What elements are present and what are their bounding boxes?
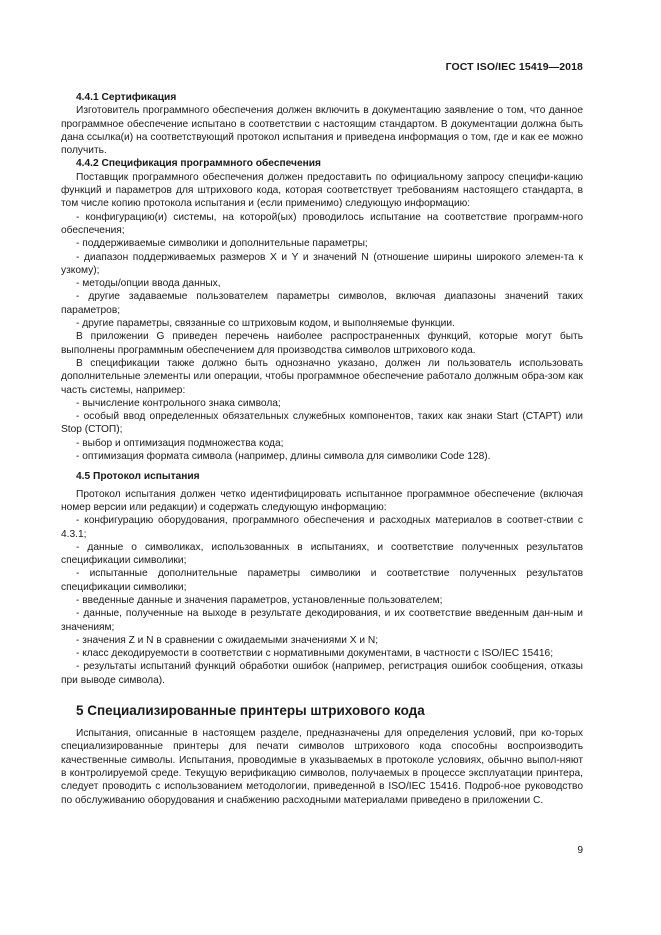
page-number: 9: [577, 845, 583, 856]
list-item: - значения Z и N в сравнении с ожидаемыми значениями X и N;: [61, 634, 583, 647]
section-heading-4-4-1: 4.4.1 Сертификация: [76, 92, 177, 103]
list-item: - оптимизация формата символа (например, длины символа для символики Code 128).: [61, 450, 583, 463]
list-item: - данные, полученные на выходе в результате декодирования, и их соответствие введенным дан-ным и значениям;: [61, 607, 583, 634]
list-item: - другие параметры, связанные со штриховым кодом, и выполняемые функции.: [61, 317, 583, 330]
standard-header: ГОСТ ISO/IEC 15419—2018: [445, 61, 583, 73]
list-item: - данные о символиках, использованных в испытаниях, и соответствие полученных результатов спецификации символики;: [61, 541, 583, 568]
list-item: - испытанные дополнительные параметры символики и соответствие полученных результатов спецификации символики;: [61, 567, 583, 594]
list-item: - выбор и оптимизация подмножества кода;: [61, 437, 583, 450]
list-item: - конфигурацию оборудования, программного обеспечения и расходных материалов в соответ-ствии с 4.3.1;: [61, 514, 583, 541]
section-heading-4-4-2: 4.4.2 Спецификация программного обеспечения: [76, 158, 321, 170]
list-item: - класс декодируемости в соответствии с нормативными документами, в частности с ISO/IEC 15416;: [61, 647, 583, 660]
list-item: - диапазон поддерживаемых размеров X и Y и значений N (отношение ширины широкого элемен-та к узкому);: [61, 251, 583, 278]
page-content: [61, 91, 583, 807]
list-item: - конфигурацию(и) системы, на которой(ых) проводилось испытание на соответствие программ-ного обеспечения;: [61, 211, 583, 238]
paragraph: В приложении G приведен перечень наиболее распространенных функций, которые могут быть выполнены программным обеспечением для производства символов штрихового кода.: [61, 331, 583, 356]
list-item: - введенные данные и значения параметров, установленные пользователем;: [61, 594, 583, 607]
section-heading-4-5: 4.5 Протокол испытания: [76, 471, 200, 483]
paragraph: Испытания, описанные в настоящем разделе, предназначены для определения условий, при ко-торых специализированные принтеры для печати символов штрихового кода способны воспроизводить качественные символы. Испытания, проводимые в указываемых в протоколе условиях, обычно выпол-няют в контролируемой среде. Текущую верификацию символов, получаемых в процессе эксплуатации принтера, следует проводить с использованием методологии, приведенной в ISO/IEC 15416. Подроб-ное руководство по обслуживанию оборудования и снабжению расходными материалами приведено в приложении C.: [61, 728, 583, 806]
list-item: - особый ввод определенных обязательных служебных компонентов, таких как знаки Start (СТАРТ) или Stop (СТОП);: [61, 410, 583, 437]
paragraph: Изготовитель программного обеспечения должен включить в документацию заявление о том, что данное программное обеспечение испытано в соответствии с настоящим стандартом. В документации должна быть дана ссылка(и) на соответствующий протокол испытания и приведена информация о том, где и как ее можно получить.: [61, 105, 583, 157]
paragraph: Поставщик программного обеспечения должен предоставить по официальному запросу специфи-кацию функций и параметров для штрихового кода, которая соответствует требованиям настоящего стандарта, в том числе копию протокола испытания и (если применимо) следующую информацию:: [61, 171, 583, 210]
section-heading-5: 5 Специализированные принтеры штрихового кода: [76, 703, 425, 719]
paragraph: В спецификации также должно быть однозначно указано, должен ли пользователь использовать дополнительные элементы или операции, чтобы программное обеспечение работало должным обра-зом как часть системы, например:: [61, 357, 583, 396]
list-item: - результаты испытаний функций обработки ошибок (например, регистрация ошибок сообщения, отказы при выводе символа).: [61, 660, 583, 687]
paragraph: Протокол испытания должен четко идентифицировать испытанное программное обеспечение (включая номер версии или редакции) и содержать следующую информацию:: [61, 488, 583, 513]
list-item: - поддерживаемые символики и дополнительные параметры;: [61, 237, 583, 250]
list-item: - другие задаваемые пользователем параметры символов, включая диапазоны значений таких параметров;: [61, 290, 583, 317]
list-item: - вычисление контрольного знака символа;: [61, 397, 583, 410]
list-item: - методы/опции ввода данных,: [61, 277, 583, 290]
